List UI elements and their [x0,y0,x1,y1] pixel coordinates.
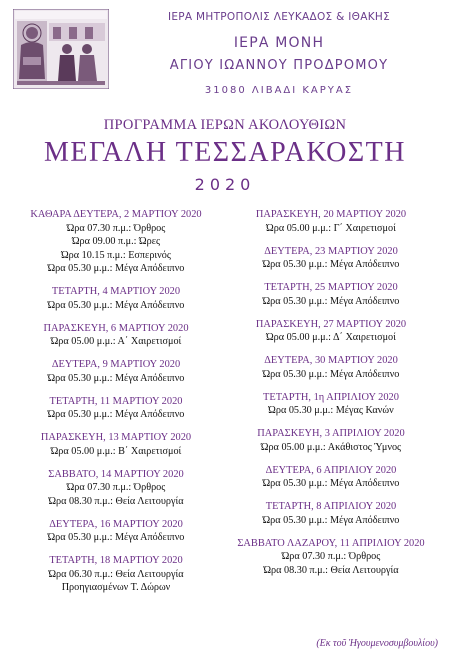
schedule-entry [2,431,230,458]
service-line: Ώρα 05.30 μ.μ.: Μέγα Απόδειπνο [47,409,185,420]
entry-date: ΔΕΥΤΕΡΑ, 6 ΑΠΡΙΛΙΟΥ 2020 [265,464,397,476]
program-title: ΠΡΟΓΡΑΜΜΑ ΙΕΡΩΝ ΑΚΟΛΟΥΘΙΩΝ [103,117,347,133]
footer-note: (Εκ τοῦ Ἡγουμενοσυμβουλίου) [316,638,438,649]
schedule-entry [217,318,445,345]
schedule-entry [2,208,230,276]
service-line: Ώρα 07.30 π.μ.: Όρθρος [281,551,381,562]
service-line: Ώρα 10.15 π.μ.: Εσπερινός [61,249,171,261]
entry-date: ΠΑΡΑΣΚΕΥΗ, 20 ΜΑΡΤΙΟΥ 2020 [255,209,407,220]
entry-date: ΤΕΤΑΡΤΗ, 25 ΜΑΡΤΙΟΥ 2020 [264,282,398,293]
service-line: Ώρα 09.00 π.μ.: Ώρες [71,236,161,247]
schedule-entry [217,464,445,491]
schedule-entry [217,208,445,235]
icon-painting-icon [13,9,109,89]
service-line: Ώρα 05.30 μ.μ.: Μέγας Κανών [268,405,394,416]
schedule-entry [2,518,230,545]
monastery-icon-image [13,9,109,89]
entry-date: ΣΑΒΒΑΤΟ, 14 ΜΑΡΤΙΟΥ 2020 [48,468,184,480]
service-line: Ώρα 05.30 μ.μ.: Μέγα Απόδειπνο [262,478,400,489]
service-line: Ώρα 05.30 μ.μ.: Μέγα Απόδειπνο [262,259,400,270]
entry-date: ΠΑΡΑΣΚΕΥΗ, 13 ΜΑΡΤΙΟΥ 2020 [40,432,192,443]
address-line: 31080 ΛΙΒΑΔΙ ΚΑΡΥΑΣ [204,85,354,96]
entry-date: ΤΕΤΑΡΤΗ, 18 ΜΑΡΤΙΟΥ 2020 [49,555,183,566]
service-line: Ώρα 08.30 π.μ.: Θεία Λειτουργία [48,495,184,507]
metropolis-heading: ΙΕΡΑ ΜΗΤΡΟΠΟΛΙΣ ΛΕΥΚΑΔΟΣ & ΙΘΑΚΗΣ [167,11,391,23]
schedule-entry [2,395,230,422]
entry-date: ΚΑΘΑΡΑ ΔΕΥΤΕΡΑ, 2 ΜΑΡΤΙΟΥ 2020 [30,209,202,220]
entry-date: ΔΕΥΤΕΡΑ, 9 ΜΑΡΤΙΟΥ 2020 [51,359,181,370]
service-line: Ώρα 05.00 μ.μ.: Β΄ Χαιρετισμοί [50,445,182,457]
service-line: Ώρα 07.30 π.μ.: Όρθρος [66,222,166,234]
saint-heading: ΑΓΙΟΥ ΙΩΑΝΝΟΥ ΠΡΟΔΡΟΜΟΥ [169,58,389,73]
schedule-entry [217,391,445,418]
entry-date: ΣΑΒΒΑΤΟ ΛΑΖΑΡΟΥ, 11 ΑΠΡΙΛΙΟΥ 2020 [237,537,425,549]
service-line: Ώρα 05.00 μ.μ.: Ακάθιστος Ύμνος [260,441,402,453]
entry-date: ΠΑΡΑΣΚΕΥΗ, 3 ΑΠΡΙΛΙΟΥ 2020 [257,428,405,439]
service-line: Ώρα 05.30 μ.μ.: Μέγα Απόδειπνο [262,295,400,307]
schedule-entry [2,358,230,385]
schedule-entry [217,537,445,578]
entry-date: ΤΕΤΑΡΤΗ, 8 ΑΠΡΙΛΙΟΥ 2020 [265,501,397,512]
entry-date: ΠΑΡΑΣΚΕΥΗ, 6 ΜΑΡΤΙΟΥ 2020 [43,322,189,334]
service-line: Ώρα 05.30 μ.μ.: Μέγα Απόδειπνο [47,532,185,543]
service-line: Ώρα 05.00 μ.μ.: Α΄ Χαιρετισμοί [50,336,182,347]
entry-date: ΔΕΥΤΕΡΑ, 16 ΜΑΡΤΙΟΥ 2020 [49,518,183,530]
schedule-entry [217,427,445,454]
schedule-entry [217,281,445,308]
service-line: Ώρα 05.30 μ.μ.: Μέγα Απόδειπνο [47,372,185,384]
entry-date: ΔΕΥΤΕΡΑ, 30 ΜΑΡΤΙΟΥ 2020 [264,355,398,366]
monastery-heading: ΙΕΡΑ ΜΟΝΗ [233,35,325,51]
schedule-entry [2,468,230,509]
service-line: Προηγιασμένων Τ. Δώρων [61,582,171,593]
service-line: Ώρα 05.30 μ.μ.: Μέγα Απόδειπνο [262,514,400,526]
service-line: Ώρα 08.30 π.μ.: Θεία Λειτουργία [263,564,399,576]
schedule-entry [217,354,445,381]
entry-date: ΤΕΤΑΡΤΗ, 11 ΜΑΡΤΙΟΥ 2020 [49,395,183,407]
service-line: Ώρα 05.30 μ.μ.: Μέγα Απόδειπνο [47,299,185,311]
schedule-entry [2,285,230,312]
service-line: Ώρα 05.30 μ.μ.: Μέγα Απόδειπνο [262,368,400,380]
schedule-entry [2,554,230,595]
schedule-right-column [217,208,445,587]
entry-date: ΤΕΤΑΡΤΗ, 1η ΑΠΡΙΛΙΟΥ 2020 [263,391,399,403]
schedule-left-column [2,208,230,604]
service-line: Ώρα 05.30 μ.μ.: Μέγα Απόδειπνο [47,263,185,274]
service-line: Ώρα 05.00 μ.μ.: Δ΄ Χαιρετισμοί [266,332,396,343]
schedule-entry [2,322,230,349]
entry-date: ΠΑΡΑΣΚΕΥΗ, 27 ΜΑΡΤΙΟΥ 2020 [255,318,407,330]
service-line: Ώρα 05.00 μ.μ.: Γ΄ Χαιρετισμοί [266,222,396,234]
main-title: ΜΕΓΑΛΗ ΤΕΣΣΑΡΑΚΟΣΤΗ [44,137,406,168]
year-title: 2020 [194,175,256,194]
schedule-entry [217,500,445,527]
schedule-entry [217,245,445,272]
entry-date: ΔΕΥΤΕΡΑ, 23 ΜΑΡΤΙΟΥ 2020 [264,245,398,257]
entry-date: ΤΕΤΑΡΤΗ, 4 ΜΑΡΤΙΟΥ 2020 [51,286,181,297]
service-line: Ώρα 06.30 π.μ.: Θεία Λειτουργία [48,568,184,580]
service-line: Ώρα 07.30 π.μ.: Όρθρος [66,482,166,493]
